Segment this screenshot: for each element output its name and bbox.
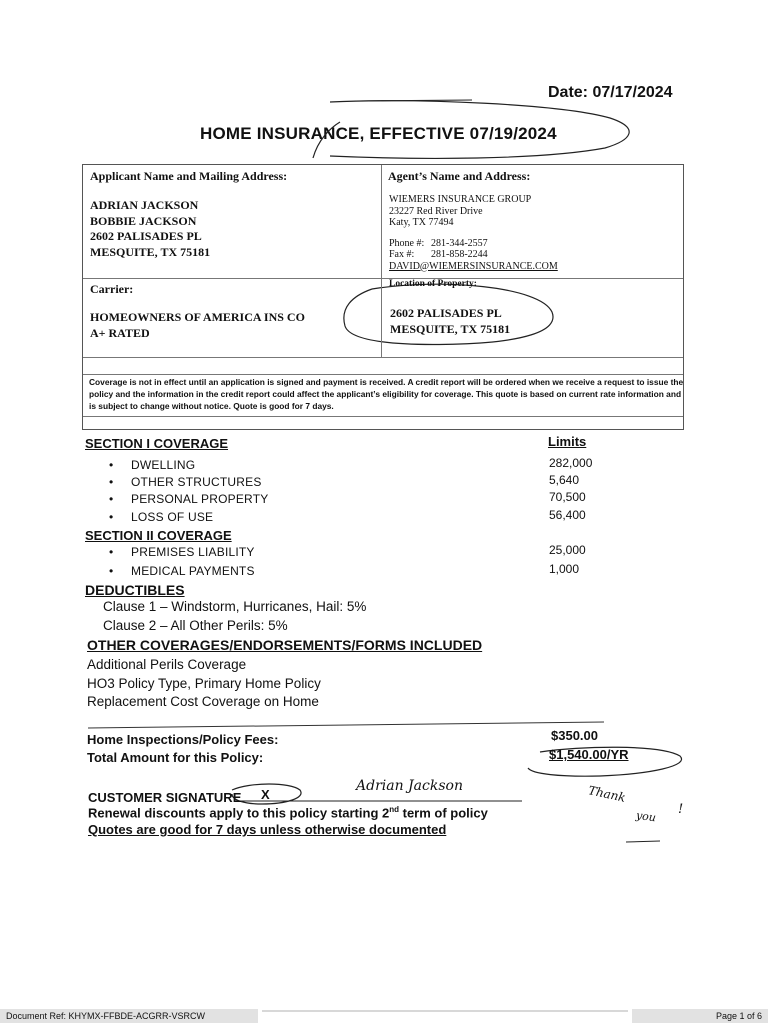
- document-title: HOME INSURANCE, EFFECTIVE 07/19/2024: [200, 124, 557, 143]
- handwritten-exclaim: !: [678, 802, 684, 817]
- limit-other-structures: 5,640: [549, 473, 580, 487]
- location-line1: 2602 PALISADES PL: [390, 306, 502, 320]
- phone-label: Phone #:: [389, 237, 425, 249]
- fees-separator-line: [88, 722, 604, 728]
- agent-fax: 281-858-2244: [431, 249, 488, 260]
- location-block: [390, 306, 510, 337]
- table-row-divider: [83, 416, 683, 417]
- total-value: $1,540.00/YR: [549, 747, 629, 762]
- other-coverage-line: Additional Perils Coverage: [87, 657, 247, 672]
- section2-title: SECTION II COVERAGE: [85, 528, 232, 543]
- page-indicator: Page 1 of 6: [632, 1009, 768, 1023]
- carrier-rating: A+ RATED: [90, 325, 150, 340]
- limits-header: Limits: [548, 434, 587, 449]
- page-footer: [0, 1007, 768, 1024]
- deductibles-title: DEDUCTIBLES: [85, 582, 185, 598]
- coverage-item-other-structures: • OTHER STRUCTURES: [131, 475, 262, 489]
- title-circle-stroke: [330, 101, 629, 159]
- info-table: [82, 164, 684, 430]
- applicant-line: ADRIAN JACKSON: [90, 198, 199, 212]
- title-pen-line: [360, 100, 472, 101]
- other-coverage-line: Replacement Cost Coverage on Home: [87, 694, 319, 709]
- coverage-item-loss-of-use: • LOSS OF USE: [131, 510, 213, 524]
- agent-block: [389, 194, 558, 272]
- agent-phone-row: [389, 238, 558, 250]
- coverage-item-dwelling: • DWELLING: [131, 458, 195, 472]
- coverage-notice: Coverage is not in effect until an application is signed and payment is received. A credit report will be ordered when we receive a request to issue the policy and the information in the credit report could affect the applicant’s eligibility for coverage. This quote is based on current rate information and is subject to change without notice. Quote is good for 7 days.: [89, 377, 684, 411]
- table-column-divider: [381, 165, 382, 357]
- agent-name: WIEMERS INSURANCE GROUP: [389, 194, 532, 205]
- renewal-superscript: nd: [389, 805, 400, 814]
- handwritten-thank: Thank: [586, 783, 627, 805]
- limit-personal-property: 70,500: [549, 490, 586, 504]
- handwritten-you: you: [635, 808, 657, 825]
- quote-date: Date: 07/17/2024: [548, 84, 673, 101]
- customer-signature: Adrian Jackson: [356, 778, 463, 794]
- fees-value: $350.00: [551, 728, 598, 743]
- renewal-text: Renewal discounts apply to this policy starting 2: [88, 805, 390, 821]
- document-ref: Document Ref: KHYMX-FFBDE-ACGRR-VSRCW: [0, 1009, 258, 1023]
- applicant-address: [90, 198, 210, 260]
- table-row-divider: [83, 357, 683, 358]
- agent-email-link[interactable]: DAVID@WIEMERSINSURANCE.COM: [389, 260, 558, 272]
- applicant-line: MESQUITE, TX 75181: [90, 244, 211, 259]
- agent-fax-row: [389, 249, 558, 261]
- handwritten-dash: [626, 841, 660, 842]
- agent-city: Katy, TX 77494: [389, 217, 454, 228]
- coverage-item-medical-payments: • MEDICAL PAYMENTS: [131, 564, 255, 578]
- section1-title: SECTION I COVERAGE: [85, 436, 229, 451]
- limit-loss-of-use: 56,400: [549, 508, 586, 522]
- deductible-clause2: Clause 2 – All Other Perils: 5%: [103, 618, 288, 633]
- limit-premises-liability: 25,000: [549, 543, 586, 557]
- renewal-note: [88, 805, 488, 820]
- carrier-header: Carrier:: [90, 282, 134, 296]
- renewal-text-end: term of policy: [399, 805, 488, 821]
- applicant-line: 2602 PALISADES PL: [90, 229, 202, 243]
- signature-x-mark: X: [261, 787, 270, 802]
- signature-label: CUSTOMER SIGNATURE: [88, 790, 242, 805]
- carrier-block: [90, 310, 305, 341]
- applicant-line: BOBBIE JACKSON: [90, 213, 197, 228]
- agent-phone: 281-344-2557: [431, 237, 488, 249]
- location-header: Location of Property:: [389, 279, 477, 289]
- quotes-note: Quotes are good for 7 days unless otherwise documented: [88, 822, 447, 837]
- title-pen-hook: [313, 122, 340, 158]
- table-row-divider: [83, 374, 683, 375]
- fax-label: Fax #:: [389, 249, 415, 260]
- other-coverage-line: HO3 Policy Type, Primary Home Policy: [87, 676, 321, 691]
- coverage-item-personal-property: • PERSONAL PROPERTY: [131, 492, 268, 506]
- limit-dwelling: 282,000: [549, 456, 593, 470]
- deductible-clause1: Clause 1 – Windstorm, Hurricanes, Hail: 5%: [103, 599, 367, 614]
- total-label: Total Amount for this Policy:: [87, 750, 264, 765]
- limit-medical-payments: 1,000: [549, 562, 580, 576]
- applicant-header: Applicant Name and Mailing Address:: [90, 169, 288, 183]
- other-coverages-title: OTHER COVERAGES/ENDORSEMENTS/FORMS INCLUDED: [87, 637, 483, 653]
- location-line2: MESQUITE, TX 75181: [390, 321, 511, 336]
- carrier-name: HOMEOWNERS OF AMERICA INS CO: [90, 310, 305, 324]
- coverage-item-premises-liability: • PREMISES LIABILITY: [131, 545, 255, 559]
- table-row-divider: [83, 278, 683, 279]
- agent-street: 23227 Red River Drive: [389, 205, 483, 217]
- fees-label: Home Inspections/Policy Fees:: [87, 732, 279, 747]
- agent-header: Agent’s Name and Address:: [388, 169, 531, 183]
